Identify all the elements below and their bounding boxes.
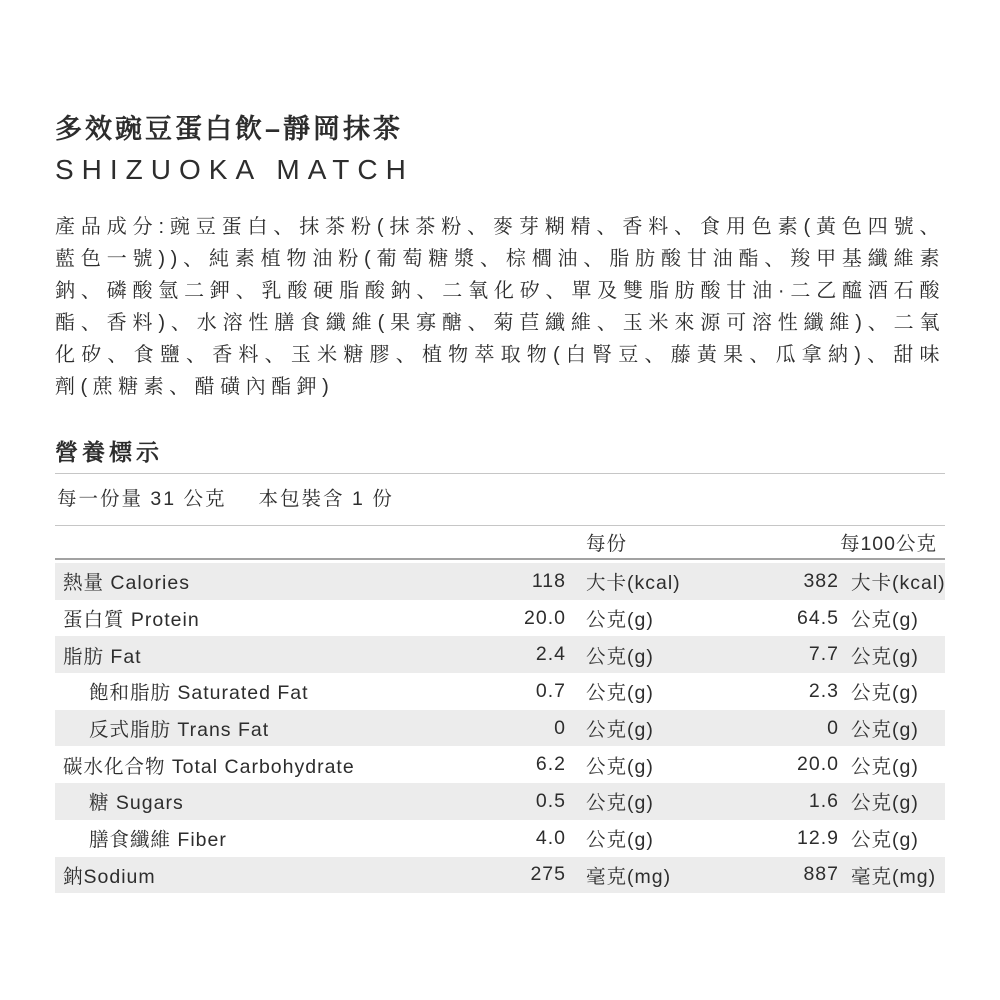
- row-unit-per-100g: 公克(g): [851, 682, 919, 705]
- row-value-per-serving: 20.0: [524, 606, 566, 629]
- row-value-per-100g: 12.9: [797, 826, 839, 849]
- serving-size: 每一份量 31 公克: [57, 488, 227, 510]
- nutrition-table-row: [55, 600, 945, 637]
- row-unit-per-100g: 公克(g): [851, 609, 919, 632]
- row-unit-per-100g: 公克(g): [851, 719, 919, 742]
- product-subtitle: SHIZUOKA MATCH: [55, 154, 414, 185]
- serving-info: [55, 474, 945, 519]
- row-value-per-serving: 4.0: [535, 826, 566, 849]
- row-label: 糖 Sugars: [89, 792, 184, 815]
- nutrition-table: [55, 563, 945, 893]
- row-value-per-serving: 0.7: [535, 679, 566, 702]
- row-unit-per-serving: 大卡(kcal): [586, 572, 681, 595]
- row-value-per-serving: 2.4: [535, 643, 566, 666]
- nutrition-table-header: [55, 526, 945, 560]
- row-unit-per-serving: 毫克(mg): [586, 865, 672, 888]
- row-label: 蛋白質 Protein: [63, 609, 200, 632]
- row-value-per-serving: 0.5: [535, 789, 566, 812]
- row-unit-per-serving: 公克(g): [586, 755, 654, 778]
- row-unit-per-serving: 公克(g): [586, 829, 654, 852]
- row-unit-per-serving: 公克(g): [586, 682, 654, 705]
- row-value-per-serving: 275: [530, 863, 566, 886]
- row-unit-per-100g: 公克(g): [851, 829, 919, 852]
- row-unit-per-100g: 公克(g): [851, 645, 919, 668]
- row-value-per-100g: 64.5: [797, 606, 839, 629]
- row-value-per-100g: 887: [803, 863, 839, 886]
- row-value-per-serving: 118: [531, 569, 566, 592]
- row-unit-per-serving: 公克(g): [586, 719, 654, 742]
- row-unit-per-100g: 毫克(mg): [851, 865, 937, 888]
- column-header-per-100g: 每100公克: [839, 533, 937, 555]
- nutrition-table-row: [55, 673, 945, 710]
- row-label: 鈉Sodium: [63, 865, 156, 888]
- row-value-per-100g: 20.0: [797, 753, 839, 776]
- ingredients-paragraph: 產品成分:豌豆蛋白、抹茶粉(抹茶粉、麥芽糊精、香料、食用色素(黃色四號、藍色一號))、純素植物油粉(葡萄糖漿、棕櫚油、脂肪酸甘油酯、羧甲基纖維素鈉、磷酸氫二鉀、乳酸硬脂酸鈉、二氧化矽、單及雙脂肪酸甘油·二乙醯酒石酸酯、香料)、水溶性膳食纖維(果寡醣、菊苣纖維、玉米來源可溶性纖維)、二氧化矽、食鹽、香料、玉米糖膠、植物萃取物(白腎豆、藤黃果、瓜拿納)、甜味劑(蔗糖素、醋磺內酯鉀): [55, 216, 945, 398]
- nutrition-table-row: [55, 563, 945, 600]
- nutrition-table-row: [55, 820, 945, 857]
- row-value-per-100g: 1.6: [808, 789, 839, 812]
- nutrition-facts-heading: 營養標示: [55, 439, 163, 465]
- row-value-per-100g: 382: [803, 569, 839, 592]
- row-unit-per-serving: 公克(g): [586, 609, 654, 632]
- row-unit-per-100g: 公克(g): [851, 792, 919, 815]
- row-label: 碳水化合物 Total Carbohydrate: [63, 755, 355, 778]
- row-unit-per-serving: 公克(g): [586, 645, 654, 668]
- row-value-per-100g: 2.3: [808, 679, 839, 702]
- row-value-per-100g: 7.7: [808, 643, 839, 666]
- row-unit-per-serving: 公克(g): [586, 792, 654, 815]
- row-label: 脂肪 Fat: [63, 645, 142, 668]
- nutrition-table-row: [55, 636, 945, 673]
- row-unit-per-100g: 大卡(kcal): [851, 572, 946, 595]
- row-value-per-serving: 0: [554, 716, 566, 739]
- row-value-per-serving: 6.2: [535, 753, 566, 776]
- row-value-per-100g: 0: [827, 716, 839, 739]
- nutrition-table-row: [55, 857, 945, 894]
- product-title: 多效豌豆蛋白飲–靜岡抹茶: [55, 114, 404, 144]
- row-unit-per-100g: 公克(g): [851, 755, 919, 778]
- nutrition-table-row: [55, 710, 945, 747]
- row-label: 反式脂肪 Trans Fat: [89, 719, 270, 742]
- servings-per-pack: 本包裝含 1 份: [258, 488, 394, 510]
- row-label: 飽和脂肪 Saturated Fat: [89, 682, 309, 705]
- nutrition-table-row: [55, 746, 945, 783]
- nutrition-table-row: [55, 783, 945, 820]
- column-header-per-serving: 每份: [586, 533, 628, 555]
- row-label: 膳食纖維 Fiber: [89, 829, 227, 852]
- row-label: 熱量 Calories: [63, 572, 190, 595]
